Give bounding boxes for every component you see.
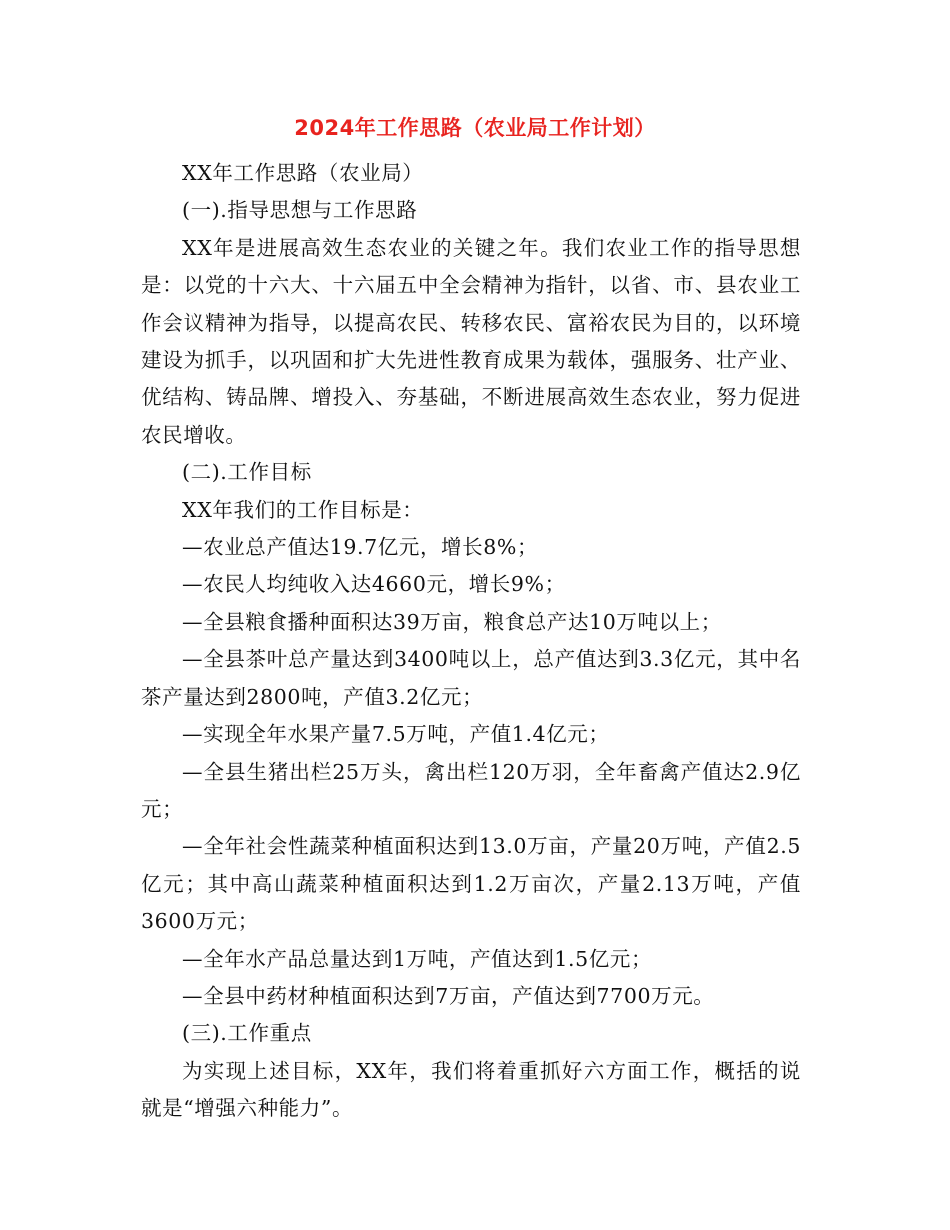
paragraph-work-focus: 为实现上述目标，XX年，我们将着重抓好六方面工作，概括的说就是“增强六种能力”。 xyxy=(141,1058,801,1121)
document-body xyxy=(141,155,801,1128)
goal-item-fruit: —实现全年水果产量7.5万吨，产值1.4亿元； xyxy=(182,722,610,747)
paragraph-guiding-ideology: XX年是进展高效生态农业的关键之年。我们农业工作的指导思想是：以党的十六大、十六届五中全会精神为指针，以省、市、县农业工作会议精神为指导，以提高农民、转移农民、富裕农民为目的，以环境建设为抓手，以巩固和扩大先进性教育成果为载体，强服务、壮产业、优结构、铸品牌、增投入、夯基础，不断进展高效生态农业，努力促进农民增收。 xyxy=(141,235,801,447)
document-title: 2024年工作思路（农业局工作计划） xyxy=(294,116,656,140)
goal-item-farmer-income: —农民人均纯收入达4660元，增长9%； xyxy=(182,572,566,597)
goal-item-livestock: —全县生猪出栏25万头，禽出栏120万羽，全年畜禽产值达2.9亿元； xyxy=(141,759,801,821)
goal-item-tea: —全县茶叶总产量达到3400吨以上，总产值达到3.3亿元，其中名茶产量达到2800吨，产值3.2亿元； xyxy=(141,647,801,709)
paragraph-goals-intro: XX年我们的工作目标是： xyxy=(182,497,424,522)
paragraph-subtitle: XX年工作思路（农业局） xyxy=(182,161,424,185)
section-heading-guiding-ideology: (一).指导思想与工作思路 xyxy=(182,198,418,223)
goal-item-grain: —全县粮食播种面积达39万亩，粮食总产达10万吨以上； xyxy=(182,609,722,634)
section-heading-work-focus: (三).工作重点 xyxy=(182,1021,312,1046)
goal-item-herbs: —全县中药材种植面积达到7万亩，产值达到7700万元。 xyxy=(182,983,715,1008)
goal-item-vegetables: —全年社会性蔬菜种植面积达到13.0万亩，产量20万吨，产值2.5亿元；其中高山蔬菜种植面积达到1.2万亩次，产量2.13万吨，产值3600万元； xyxy=(141,834,801,934)
goal-item-agri-output: —农业总产值达19.7亿元，增长8%； xyxy=(182,535,539,560)
section-heading-work-goals: (二).工作目标 xyxy=(182,460,312,485)
goal-item-aquatic: —全年水产品总量达到1万吨，产值达到1.5亿元； xyxy=(182,946,653,971)
